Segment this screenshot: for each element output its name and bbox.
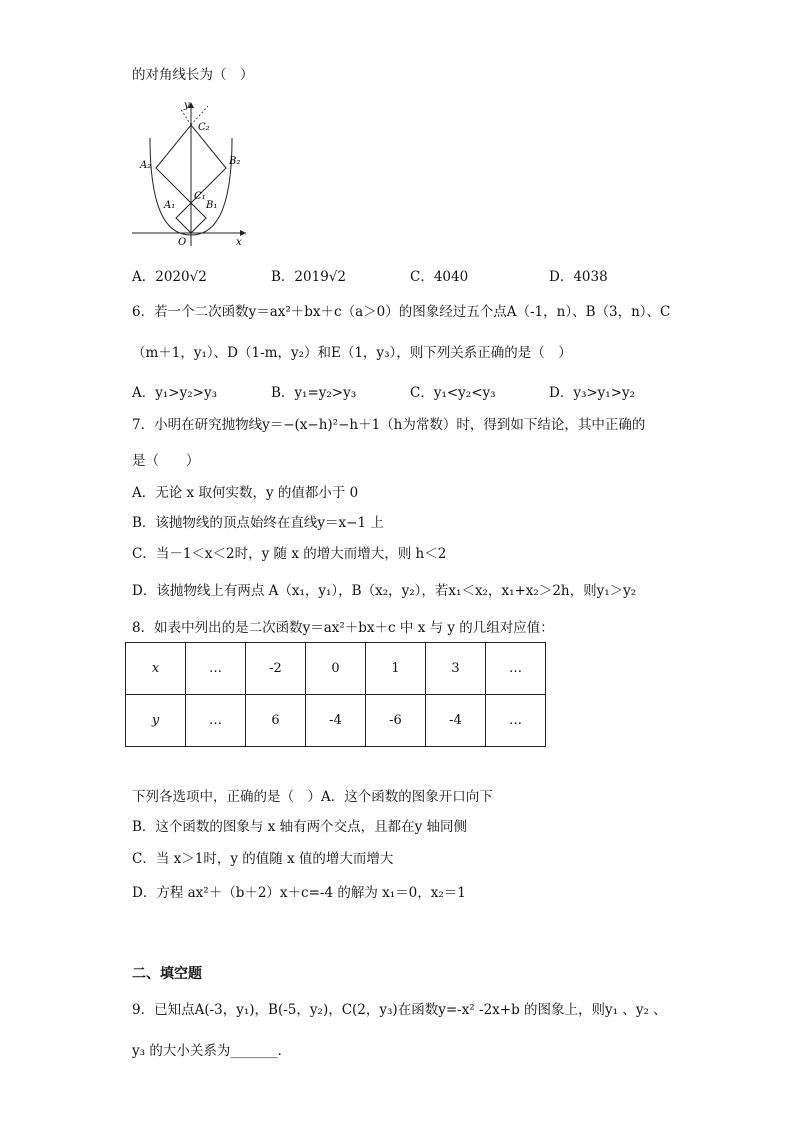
table-cell: -6 bbox=[366, 695, 426, 747]
table-cell: … bbox=[186, 643, 246, 695]
q6-option-b: B．y₁=y₂>y₃ bbox=[271, 385, 357, 401]
table-cell: -4 bbox=[426, 695, 486, 747]
q8-value-table bbox=[125, 642, 546, 747]
fig-label-a1: A₁ bbox=[164, 200, 176, 211]
table-row bbox=[126, 643, 546, 695]
q6-line-1: 6．若一个二次函数y＝ax²＋bx＋c（a＞0）的图象经过五个点A（-1，n）、B（3，n）、C bbox=[132, 304, 671, 320]
fig-label-o: O bbox=[178, 237, 187, 248]
q7-option-b: B．该抛物线的顶点始终在直线y＝x−1 上 bbox=[132, 515, 384, 531]
fig-label-c1: C₁ bbox=[194, 191, 206, 202]
q9-line-2: y₃ 的大小关系为_______． bbox=[132, 1043, 292, 1059]
fig-label-a2: A₂ bbox=[140, 160, 152, 171]
q8-option-d: D．方程 ax²＋（b＋2）x＋c=-4 的解为 x₁＝0，x₂＝1 bbox=[132, 885, 466, 901]
table-cell: … bbox=[186, 695, 246, 747]
q8-option-c: C．当 x＞1时，y 的值随 x 值的增大而增大 bbox=[132, 851, 394, 867]
table-cell: y bbox=[126, 695, 186, 747]
table-cell: 0 bbox=[306, 643, 366, 695]
table-cell: 1 bbox=[366, 643, 426, 695]
q7-option-c: C．当－1＜x＜2时，y 随 x 的增大而增大，则 h＜2 bbox=[132, 546, 447, 562]
table-cell: 6 bbox=[246, 695, 306, 747]
q6-option-d: D．y₃>y₁>y₂ bbox=[549, 385, 636, 401]
table-cell: x bbox=[126, 643, 186, 695]
q9-line-1: 9．已知点A(-3，y₁)，B(-5，y₂)，C(2，y₃)在函数y=-x² -2x+b 的图象上，则y₁ 、y₂ 、 bbox=[132, 1002, 667, 1018]
q8-option-b: B．这个函数的图象与 x 轴有两个交点，且都在y 轴同侧 bbox=[132, 819, 468, 835]
q7-option-d: D．该抛物线上有两点 A（x₁，y₁），B（x₂，y₂），若x₁＜x₂，x₁+x₂＞2h，则y₁＞y₂ bbox=[132, 583, 637, 599]
table-cell: … bbox=[486, 695, 546, 747]
fig-label-b1: B₁ bbox=[206, 200, 218, 211]
q5-option-a: A．2020√2 bbox=[132, 269, 207, 285]
q7-line-1: 7．小明在研究抛物线y＝−(x−h)²−h＋1（h为常数）时，得到如下结论，其中正确的 bbox=[132, 417, 646, 433]
q6-option-a: A．y₁>y₂>y₃ bbox=[132, 385, 217, 401]
q5-option-d: D．4038 bbox=[549, 269, 608, 285]
section-heading-fill-in: 二、填空题 bbox=[132, 966, 202, 982]
parabola-squares-diagram bbox=[128, 98, 258, 250]
q8-line-after-table: 下列各选项中，正确的是（ ）A．这个函数的图象开口向下 bbox=[132, 789, 493, 805]
q6-option-c: C．y₁<y₂<y₃ bbox=[410, 385, 496, 401]
q5-option-b: B．2019√2 bbox=[271, 269, 346, 285]
q7-line-2: 是（ ） bbox=[132, 453, 200, 469]
table-cell: … bbox=[486, 643, 546, 695]
q5-option-c: C．4040 bbox=[410, 269, 469, 285]
table-cell: -4 bbox=[306, 695, 366, 747]
table-row bbox=[126, 695, 546, 747]
fig-label-y: y bbox=[184, 100, 190, 111]
q5-stem-tail: 的对角线长为（ ） bbox=[132, 67, 254, 83]
q6-line-2: （m＋1，y₁）、D（1-m，y₂）和E（1，y₃），则下列关系正确的是（ ） bbox=[132, 345, 572, 361]
fig-label-x: x bbox=[236, 237, 242, 248]
table-cell: -2 bbox=[246, 643, 306, 695]
q7-option-a: A．无论 x 取何实数，y 的值都小于 0 bbox=[132, 485, 359, 501]
q5-figure bbox=[128, 98, 258, 250]
q8-stem: 8．如表中列出的是二次函数y＝ax²＋bx＋c 中 x 与 y 的几组对应值： bbox=[132, 620, 554, 636]
fig-label-c2: C₂ bbox=[198, 122, 210, 133]
table-cell: 3 bbox=[426, 643, 486, 695]
fig-label-b2: B₂ bbox=[229, 156, 241, 167]
